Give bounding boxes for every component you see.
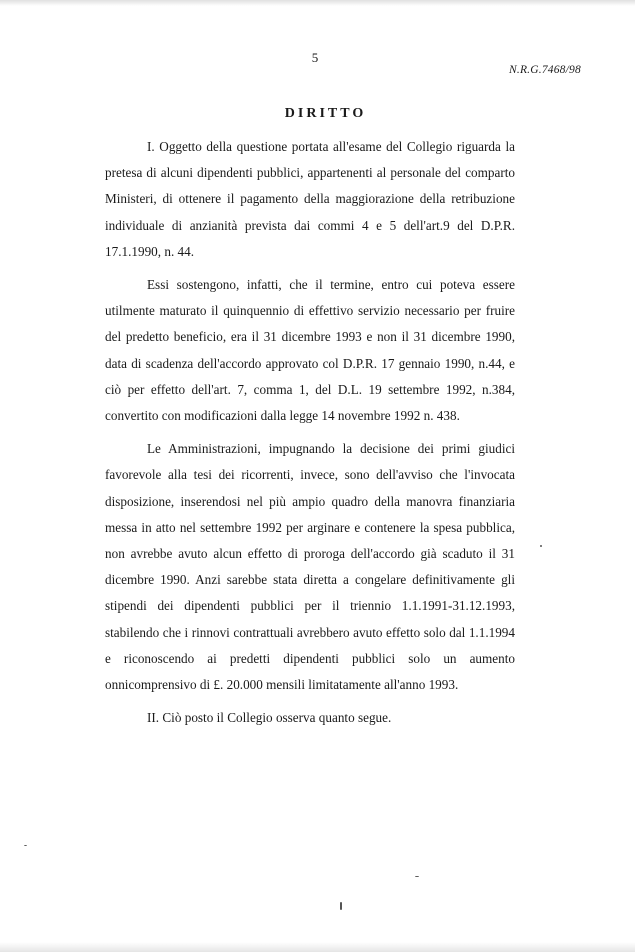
paragraph-1: I. Oggetto della questione portata all'esame del Collegio riguarda la pretesa di alcuni dipendenti pubblici, appartenenti al personale del comparto Ministeri, di ottenere il pagamento della maggiorazione della retribuzione individuale di anzianità prevista dai commi 4 e 5 dell'art.9 del D.P.R. 17.1.1990, n. 44. bbox=[105, 139, 515, 259]
paragraph-2: Essi sostengono, infatti, che il termine, entro cui poteva essere utilmente maturato il quinquennio di effettivo servizio necessario per fruire del predetto beneficio, era il 31 dicembre 1993 e non il 31 dicembre 1990, data di scadenza dell'accordo approvato col D.P.R. 17 gennaio 1990, n.44, e ciò per effetto dell'art. 7, comma 1, del D.L. 19 settembre 1992, n.384, convertito con modificazioni dalla legge 14 novembre 1992 n. 438. bbox=[105, 277, 515, 424]
scan-speck bbox=[540, 545, 542, 547]
scan-top-edge bbox=[0, 0, 635, 6]
section-heading: DIRITTO bbox=[284, 106, 367, 121]
paragraph-3: Le Amministrazioni, impugnando la decisione dei primi giudici favorevole alla tesi dei ricorrenti, invece, sono dell'avviso che l'invocata disposizione, inserendosi nel più ampio quadro della manovra finanziaria messa in atto nel settembre 1992 per arginare e contenere la spesa pubblica, non avrebbe avuto alcun effetto di proroga dell'accordo già scaduto il 31 dicembre 1990. Anzi sarebbe stata diretta a congelare definitivamente gli stipendi dei dipendenti pubblici per il triennio 1.1.1991-31.12.1993, stabilendo che i rinnovi contrattuali avrebbero avuto effetto solo dal 1.1.1994 e riconoscendo ai predetti dipendenti pubblici solo un aumento onnicomprensivo di £. 20.000 mensili limitatamente all'anno 1993. bbox=[105, 441, 515, 693]
document-body bbox=[105, 134, 515, 738]
scan-bottom-edge bbox=[0, 942, 635, 952]
scan-speck bbox=[24, 845, 27, 846]
scan-speck bbox=[415, 876, 419, 877]
page-number: 5 bbox=[311, 50, 319, 65]
paragraph-4: II. Ciò posto il Collegio osserva quanto segue. bbox=[147, 710, 392, 726]
scan-speck bbox=[340, 902, 342, 910]
case-number: N.R.G.7468/98 bbox=[509, 64, 581, 76]
